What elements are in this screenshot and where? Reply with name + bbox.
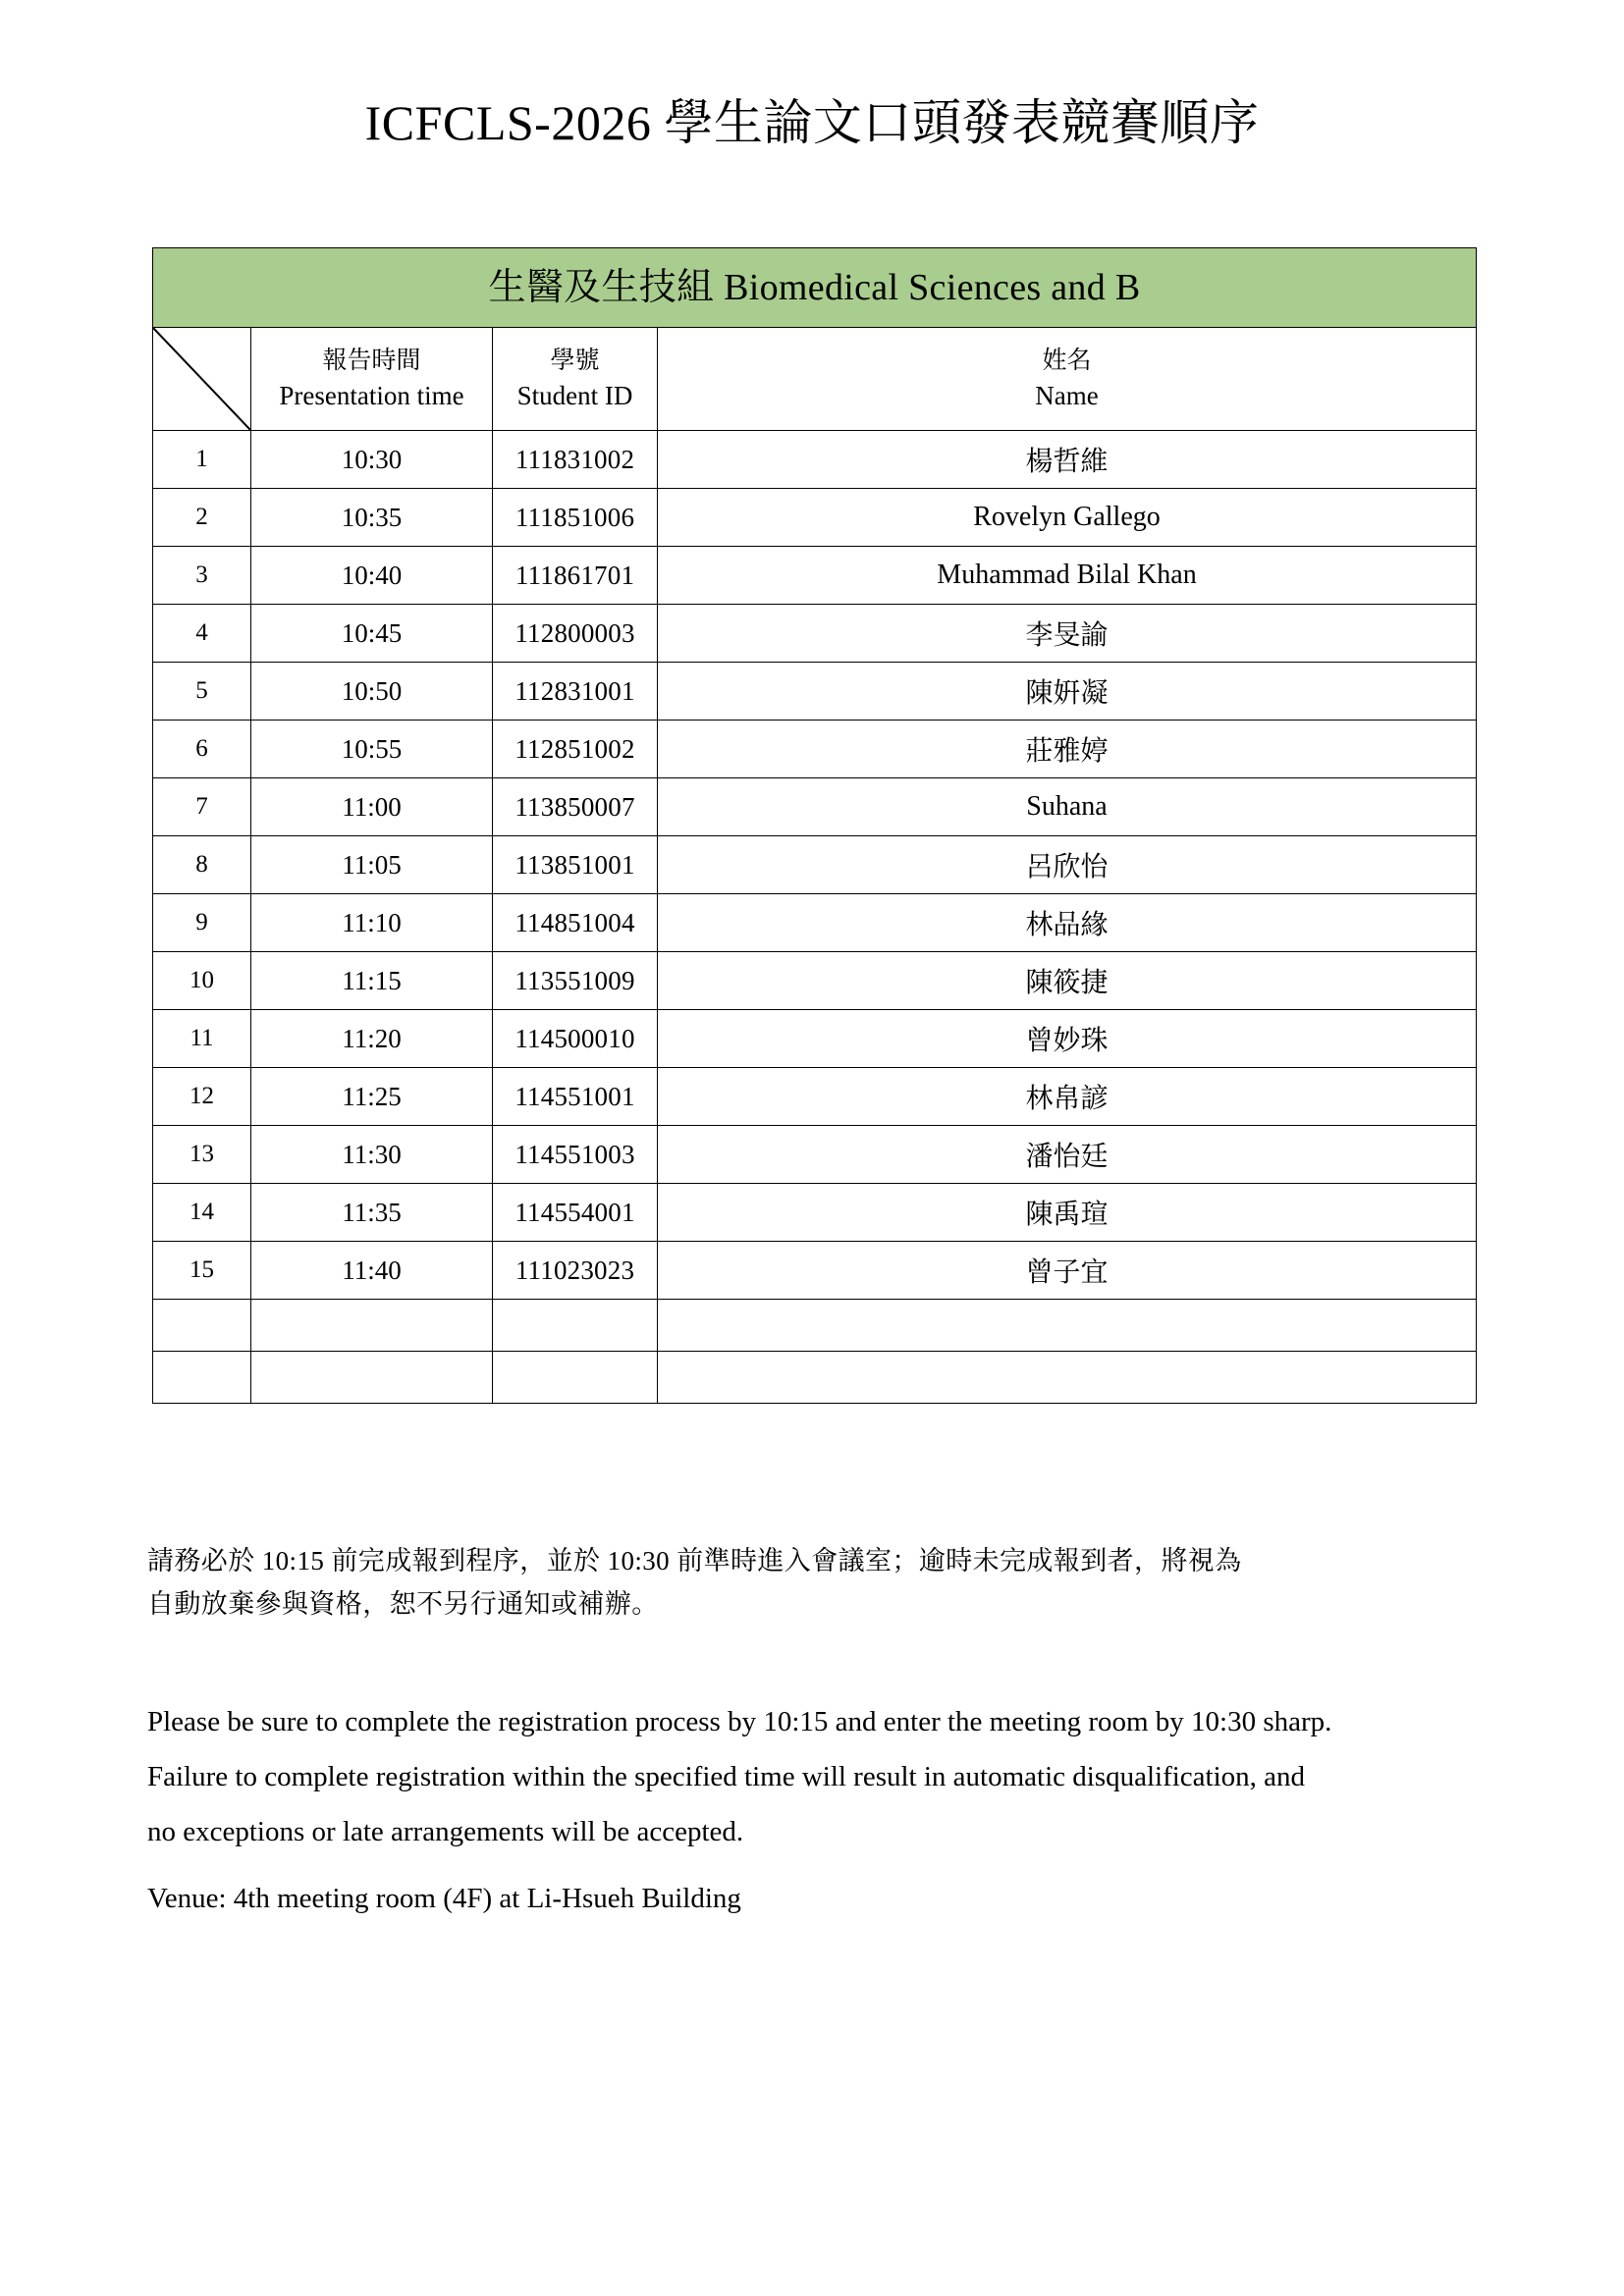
cell-name: 曾子宜 (658, 1242, 1477, 1300)
cell-order-number: 3 (153, 547, 251, 605)
cell-student-id (493, 1352, 658, 1404)
cell-order-number: 14 (153, 1184, 251, 1242)
table-row (153, 721, 1477, 778)
cell-order-number: 7 (153, 778, 251, 836)
cell-presentation-time: 11:20 (251, 1010, 493, 1068)
corner-cell (153, 328, 251, 431)
cell-name: 陳筱捷 (658, 952, 1477, 1010)
cell-order-number: 5 (153, 663, 251, 721)
cell-order-number: 8 (153, 836, 251, 894)
cell-student-id: 114500010 (493, 1010, 658, 1068)
cell-name (658, 1352, 1477, 1404)
cell-student-id: 113551009 (493, 952, 658, 1010)
cell-student-id: 114554001 (493, 1184, 658, 1242)
cell-presentation-time: 11:10 (251, 894, 493, 952)
cell-name: 陳姸凝 (658, 663, 1477, 721)
table-row-blank (153, 1352, 1477, 1404)
cell-name: 呂欣怡 (658, 836, 1477, 894)
cell-presentation-time: 11:35 (251, 1184, 493, 1242)
column-header-name-zh: 姓名 (1042, 347, 1092, 374)
cell-student-id: 111861701 (493, 547, 658, 605)
cell-student-id: 114551001 (493, 1068, 658, 1126)
cell-presentation-time: 10:35 (251, 489, 493, 547)
column-header-time-en: Presentation time (279, 380, 464, 410)
cell-order-number: 15 (153, 1242, 251, 1300)
cell-presentation-time: 10:50 (251, 663, 493, 721)
cell-name: 楊哲維 (658, 431, 1477, 489)
column-header-row (153, 328, 1477, 431)
group-header-cell: 生醫及生技組 Biomedical Sciences and B (153, 248, 1477, 328)
cell-name: Muhammad Bilal Khan (658, 547, 1477, 605)
table-row (153, 1068, 1477, 1126)
cell-name: 林品緣 (658, 894, 1477, 952)
cell-presentation-time: 11:05 (251, 836, 493, 894)
cell-order-number: 11 (153, 1010, 251, 1068)
venue-text: Venue: 4th meeting room (4F) at Li-Hsueh Building (147, 1883, 741, 1914)
cell-order-number: 2 (153, 489, 251, 547)
cell-name: 曾妙珠 (658, 1010, 1477, 1068)
table-row (153, 894, 1477, 952)
table-row (153, 1184, 1477, 1242)
cell-order-number: 10 (153, 952, 251, 1010)
table-row-blank (153, 1300, 1477, 1352)
cell-student-id: 112800003 (493, 605, 658, 663)
cell-presentation-time: 10:45 (251, 605, 493, 663)
cell-student-id: 114551003 (493, 1126, 658, 1184)
note-chinese-line-2: 自動放棄參與資格，恕不另行通知或補辦。 (147, 1589, 659, 1619)
cell-student-id: 111023023 (493, 1242, 658, 1300)
column-header-id-zh: 學號 (550, 347, 600, 374)
cell-order-number: 6 (153, 721, 251, 778)
cell-presentation-time: 11:15 (251, 952, 493, 1010)
note-english (147, 1694, 1522, 1859)
cell-presentation-time: 11:30 (251, 1126, 493, 1184)
cell-presentation-time: 11:00 (251, 778, 493, 836)
note-venue (147, 1875, 1522, 1922)
table-row (153, 605, 1477, 663)
cell-student-id: 111831002 (493, 431, 658, 489)
cell-student-id (493, 1300, 658, 1352)
table-row (153, 547, 1477, 605)
page-title: ICFCLS-2026 學生論文口頭發表競賽順序 (364, 95, 1260, 150)
table-row (153, 952, 1477, 1010)
note-chinese-line-1: 請務必於 10:15 前完成報到程序，並於 10:30 前準時進入會議室；逾時未完成報到者，將視為 (147, 1546, 1242, 1575)
cell-student-id: 111851006 (493, 489, 658, 547)
note-chinese (147, 1539, 1522, 1626)
schedule-table-container (152, 247, 1476, 1404)
cell-order-number: 4 (153, 605, 251, 663)
table-row (153, 1242, 1477, 1300)
cell-presentation-time (251, 1352, 493, 1404)
column-header-student-id (493, 328, 658, 431)
cell-order-number: 1 (153, 431, 251, 489)
cell-presentation-time: 11:25 (251, 1068, 493, 1126)
cell-presentation-time: 10:40 (251, 547, 493, 605)
cell-presentation-time: 10:30 (251, 431, 493, 489)
cell-student-id: 112851002 (493, 721, 658, 778)
cell-name: Rovelyn Gallego (658, 489, 1477, 547)
cell-name: 莊雅婷 (658, 721, 1477, 778)
diagonal-divider-icon (153, 328, 250, 430)
cell-presentation-time (251, 1300, 493, 1352)
column-header-name-en: Name (1035, 380, 1099, 410)
cell-name: 潘怡廷 (658, 1126, 1477, 1184)
table-row (153, 778, 1477, 836)
cell-name: Suhana (658, 778, 1477, 836)
table-row (153, 489, 1477, 547)
cell-presentation-time: 11:40 (251, 1242, 493, 1300)
table-row (153, 431, 1477, 489)
cell-name: 陳禹瑄 (658, 1184, 1477, 1242)
cell-order-number (153, 1300, 251, 1352)
cell-order-number: 12 (153, 1068, 251, 1126)
table-row (153, 663, 1477, 721)
table-row (153, 836, 1477, 894)
column-header-time-zh: 報告時間 (322, 347, 421, 374)
cell-student-id: 113851001 (493, 836, 658, 894)
cell-student-id: 114851004 (493, 894, 658, 952)
cell-presentation-time: 10:55 (251, 721, 493, 778)
cell-order-number (153, 1352, 251, 1404)
cell-order-number: 9 (153, 894, 251, 952)
cell-order-number: 13 (153, 1126, 251, 1184)
cell-name (658, 1300, 1477, 1352)
group-header-row (153, 248, 1477, 328)
column-header-name (658, 328, 1477, 431)
note-english-line-2: Failure to complete registration within the specified time will result in automatic disqualification, and (147, 1761, 1306, 1792)
cell-student-id: 112831001 (493, 663, 658, 721)
table-row (153, 1010, 1477, 1068)
cell-name: 林帛諺 (658, 1068, 1477, 1126)
note-english-line-3: no exceptions or late arrangements will be accepted. (147, 1816, 744, 1847)
cell-name: 李旻諭 (658, 605, 1477, 663)
column-header-time (251, 328, 493, 431)
schedule-table (152, 247, 1477, 1404)
column-header-id-en: Student ID (516, 380, 633, 410)
note-english-line-1: Please be sure to complete the registration process by 10:15 and enter the meeting room by 10:30 sharp. (147, 1706, 1332, 1737)
cell-student-id: 113850007 (493, 778, 658, 836)
table-row (153, 1126, 1477, 1184)
